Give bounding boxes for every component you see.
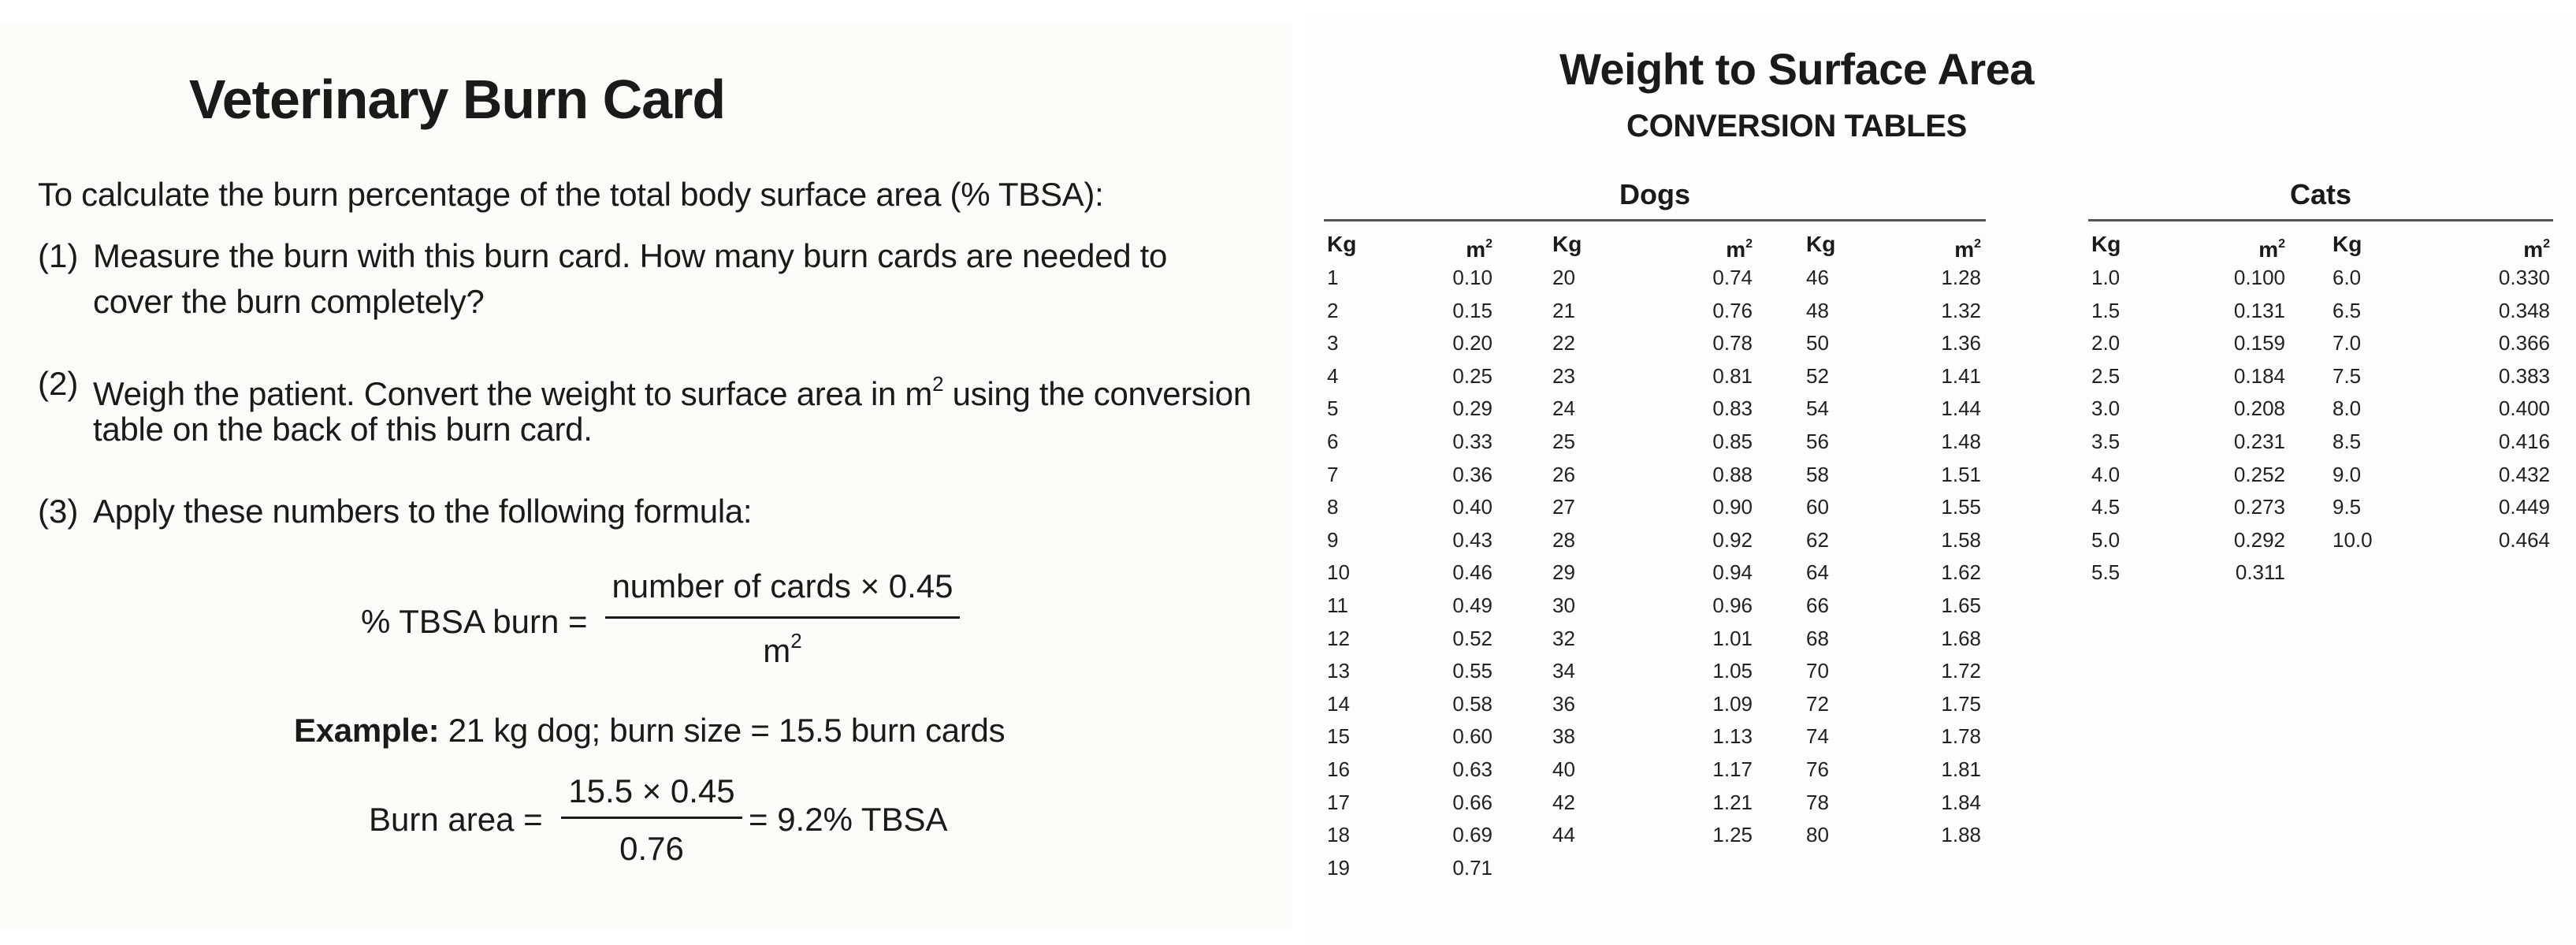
table-cell: 14 [1327,691,1350,716]
table-cell: 1.05 [1712,659,1753,683]
step-2-line-1-rest: using the conversion [943,375,1251,412]
table-cell: 5 [1327,396,1339,421]
table-cell: 76 [1806,757,1829,781]
table-cell: 4.5 [2091,495,2121,519]
table-cell: 0.49 [1452,593,1492,617]
table-cell: 13 [1327,659,1350,683]
table-cell: 36 [1552,691,1575,716]
table-cell: 0.330 [2498,266,2550,289]
table-cell: 0.96 [1712,593,1753,617]
table-cell: 0.432 [2498,462,2550,486]
table-cell: 0.55 [1452,659,1492,683]
table-cell: 32 [1552,626,1575,650]
table-cell: 1.41 [1941,363,1981,388]
example-line [294,708,1005,753]
kg-column-header: Kg [1327,232,1357,256]
m2-header-text: m [1726,237,1746,262]
table-cell: 4.0 [2091,462,2121,486]
table-cell: 0.90 [1712,495,1753,519]
table-cell: 5.5 [2091,560,2121,585]
table-cell: 0.92 [1712,527,1753,552]
table-cell: 0.76 [1712,298,1753,322]
formula-fraction-bar [605,616,960,619]
table-cell: 1.17 [1712,757,1753,781]
table-cell: 1.65 [1941,593,1981,617]
table-cell: 0.400 [2498,396,2550,421]
table-cell: 0.25 [1452,363,1492,388]
dogs-m2-col-2 [1686,227,1753,852]
table-cell: 10.0 [2333,527,2373,552]
m2-header-sup: 2 [2543,237,2550,251]
table-cell: 0.383 [2498,363,2550,388]
table-cell: 62 [1806,527,1829,552]
table-cell: 0.15 [1452,298,1492,322]
step-3-number: (3) [38,493,79,530]
table-cell: 0.100 [2233,266,2285,289]
formula-denominator-sup: 2 [790,629,802,653]
table-cell: 1.55 [1941,495,1981,519]
cats-rule [2088,219,2553,221]
dogs-kg-col-1 [1327,227,1382,884]
table-cell: 0.33 [1452,429,1492,453]
table-cell: 30 [1552,593,1575,617]
table-cell: 8.0 [2333,396,2362,421]
dogs-m2-col-3 [1915,227,1981,852]
table-cell: 3.0 [2091,396,2121,421]
table-cell: 25 [1552,429,1575,453]
table-cell: 0.348 [2498,298,2550,322]
formula-denominator-text: m [763,632,791,669]
burn-card-panel [0,22,1292,928]
m2-column-header [2471,227,2550,262]
table-cell: 0.184 [2233,363,2285,388]
table-cell: 46 [1806,266,1829,289]
m2-column-header [1426,227,1492,262]
table-cell: 66 [1806,593,1829,617]
step-1-line-1: Measure the burn with this burn card. How many burn cards are needed to [93,237,1168,274]
table-cell: 0.58 [1452,691,1492,716]
formula-numerator: number of cards × 0.45 [611,567,953,605]
table-cell: 1.78 [1941,724,1981,749]
table-cell: 1.32 [1941,298,1981,322]
burn-area-label: Burn area = [369,801,543,838]
table-cell: 0.81 [1712,363,1753,388]
table-cell: 0.69 [1452,823,1492,847]
table-cell: 2 [1327,298,1339,322]
burn-area-fraction-bar [561,817,742,819]
table-cell: 0.60 [1452,724,1492,749]
table-cell: 6 [1327,429,1339,453]
table-cell: 0.36 [1452,462,1492,486]
table-cell: 0.85 [1712,429,1753,453]
conversion-subtitle: CONVERSION TABLES [1626,109,1967,143]
table-cell: 0.43 [1452,527,1492,552]
table-cell: 0.311 [2235,560,2285,585]
dogs-kg-col-3 [1806,227,1861,852]
table-cell: 70 [1806,659,1829,683]
table-cell: 0.71 [1452,855,1492,880]
dogs-kg-col-2 [1552,227,1608,852]
table-cell: 1.88 [1941,823,1981,847]
step-2-line-2: table on the back of this burn card. [93,411,593,448]
table-cell: 0.208 [2233,396,2285,421]
table-cell: 1.48 [1941,429,1981,453]
burn-area-result: = 9.2% TBSA [749,801,948,838]
cats-m2-col-1 [2206,227,2285,590]
table-cell: 19 [1327,855,1350,880]
intro-text: To calculate the burn percentage of the total body surface area (% TBSA): [38,176,1104,213]
table-cell: 28 [1552,527,1575,552]
table-cell: 3 [1327,331,1339,355]
table-cell: 42 [1552,790,1575,814]
table-cell: 0.366 [2498,331,2550,355]
table-cell: 58 [1806,462,1829,486]
table-cell: 24 [1552,396,1575,421]
m2-header-text: m [1466,237,1486,262]
table-cell: 0.88 [1712,462,1753,486]
step-2-superscript: 2 [932,372,944,396]
table-cell: 0.231 [2233,429,2285,453]
kg-column-header: Kg [2091,232,2121,256]
table-cell: 18 [1327,823,1350,847]
burn-card-title: Veterinary Burn Card [188,69,726,130]
table-cell: 0.292 [2233,527,2285,552]
m2-column-header [1915,227,1981,262]
table-cell: 0.52 [1452,626,1492,650]
cats-kg-col-1 [2091,227,2154,590]
table-cell: 0.94 [1712,560,1753,585]
table-cell: 0.63 [1452,757,1492,781]
m2-header-text: m [2523,237,2544,262]
table-cell: 1.13 [1712,724,1753,749]
table-cell: 54 [1806,396,1829,421]
conversion-panel [1308,16,2576,945]
table-cell: 1.36 [1941,331,1981,355]
step-2-line-1-text: Weigh the patient. Convert the weight to surface area in m [93,375,933,412]
formula-denominator [605,629,960,670]
step-3-line-1: Apply these numbers to the following formula: [93,493,753,530]
table-cell: 4 [1327,363,1339,388]
table-cell: 1.0 [2091,266,2121,289]
table-cell: 9.5 [2333,495,2362,519]
table-cell: 11 [1327,593,1348,617]
table-cell: 6.0 [2333,266,2362,289]
cats-title: Cats [2289,178,2352,210]
table-cell: 0.10 [1452,266,1492,289]
table-cell: 1.51 [1941,462,1981,486]
table-cell: 0.74 [1712,266,1753,289]
table-cell: 38 [1552,724,1575,749]
table-cell: 12 [1327,626,1350,650]
table-cell: 0.131 [2233,298,2285,322]
table-cell: 1.01 [1712,626,1753,650]
kg-column-header: Kg [2333,232,2362,256]
table-cell: 2.5 [2091,363,2121,388]
table-cell: 52 [1806,363,1829,388]
dogs-rule [1324,219,1986,221]
table-cell: 3.5 [2091,429,2121,453]
table-cell: 27 [1552,495,1575,519]
cats-kg-col-2 [2333,227,2396,556]
example-label: Example: [294,712,440,749]
table-cell: 7 [1327,462,1339,486]
table-cell: 5.0 [2091,527,2121,552]
table-cell: 7.0 [2333,331,2362,355]
table-cell: 0.449 [2498,495,2550,519]
table-cell: 48 [1806,298,1829,322]
table-cell: 2.0 [2091,331,2121,355]
table-cell: 1.75 [1941,691,1981,716]
dogs-m2-col-1 [1426,227,1492,884]
table-cell: 1.58 [1941,527,1981,552]
table-cell: 1 [1327,266,1339,289]
m2-header-sup: 2 [1745,237,1753,251]
table-cell: 8.5 [2333,429,2362,453]
table-cell: 1.72 [1941,659,1981,683]
table-cell: 56 [1806,429,1829,453]
table-cell: 6.5 [2333,298,2362,322]
table-cell: 0.83 [1712,396,1753,421]
table-cell: 1.84 [1941,790,1981,814]
formula-label: % TBSA burn = [361,603,588,640]
table-cell: 29 [1552,560,1575,585]
table-cell: 0.273 [2233,495,2285,519]
table-cell: 1.68 [1941,626,1981,650]
table-cell: 22 [1552,331,1575,355]
m2-column-header [2206,227,2285,262]
table-cell: 1.62 [1941,560,1981,585]
m2-header-text: m [1954,237,1975,262]
m2-header-sup: 2 [2278,237,2285,251]
table-cell: 8 [1327,495,1339,519]
table-cell: 0.20 [1452,331,1492,355]
table-cell: 17 [1327,790,1350,814]
table-cell: 1.25 [1712,823,1753,847]
table-cell: 10 [1327,560,1350,585]
table-cell: 40 [1552,757,1575,781]
table-cell: 1.09 [1712,691,1753,716]
table-cell: 50 [1806,331,1829,355]
table-cell: 1.5 [2091,298,2121,322]
m2-header-sup: 2 [1485,237,1492,251]
table-cell: 20 [1552,266,1575,289]
table-cell: 60 [1806,495,1829,519]
m2-header-text: m [2258,237,2279,262]
table-cell: 0.66 [1452,790,1492,814]
dogs-title: Dogs [1619,178,1690,210]
step-1-number: (1) [38,237,79,274]
table-cell: 0.46 [1452,560,1492,585]
table-cell: 0.416 [2498,429,2550,453]
step-1-line-2: cover the burn completely? [93,283,485,320]
table-cell: 1.81 [1941,757,1981,781]
table-cell: 72 [1806,691,1829,716]
table-cell: 64 [1806,560,1829,585]
m2-column-header [1686,227,1753,262]
kg-column-header: Kg [1552,232,1582,256]
table-cell: 1.44 [1941,396,1981,421]
table-cell: 15 [1327,724,1350,749]
table-cell: 9 [1327,527,1339,552]
table-cell: 44 [1552,823,1575,847]
table-cell: 23 [1552,363,1575,388]
table-cell: 0.252 [2233,462,2285,486]
kg-column-header: Kg [1806,232,1836,256]
m2-header-sup: 2 [1974,237,1981,251]
table-cell: 7.5 [2333,363,2362,388]
table-cell: 1.21 [1712,790,1753,814]
table-cell: 80 [1806,823,1829,847]
table-cell: 0.159 [2233,331,2285,355]
table-cell: 74 [1806,724,1829,749]
table-cell: 34 [1552,659,1575,683]
table-cell: 16 [1327,757,1350,781]
table-cell: 0.40 [1452,495,1492,519]
burn-area-numerator: 15.5 × 0.45 [568,772,735,809]
table-cell: 1.28 [1941,266,1981,289]
table-cell: 68 [1806,626,1829,650]
table-cell: 21 [1552,298,1575,322]
table-cell: 0.78 [1712,331,1753,355]
table-cell: 0.464 [2498,527,2550,552]
step-2-number: (2) [38,365,79,402]
table-cell: 78 [1806,790,1829,814]
conversion-title: Weight to Surface Area [1559,44,2035,94]
table-cell: 0.29 [1452,396,1492,421]
burn-area-denominator: 0.76 [619,830,684,867]
example-text: 21 kg dog; burn size = 15.5 burn cards [439,712,1005,749]
table-cell: 26 [1552,462,1575,486]
table-cell: 9.0 [2333,462,2362,486]
cats-m2-col-2 [2471,227,2550,556]
